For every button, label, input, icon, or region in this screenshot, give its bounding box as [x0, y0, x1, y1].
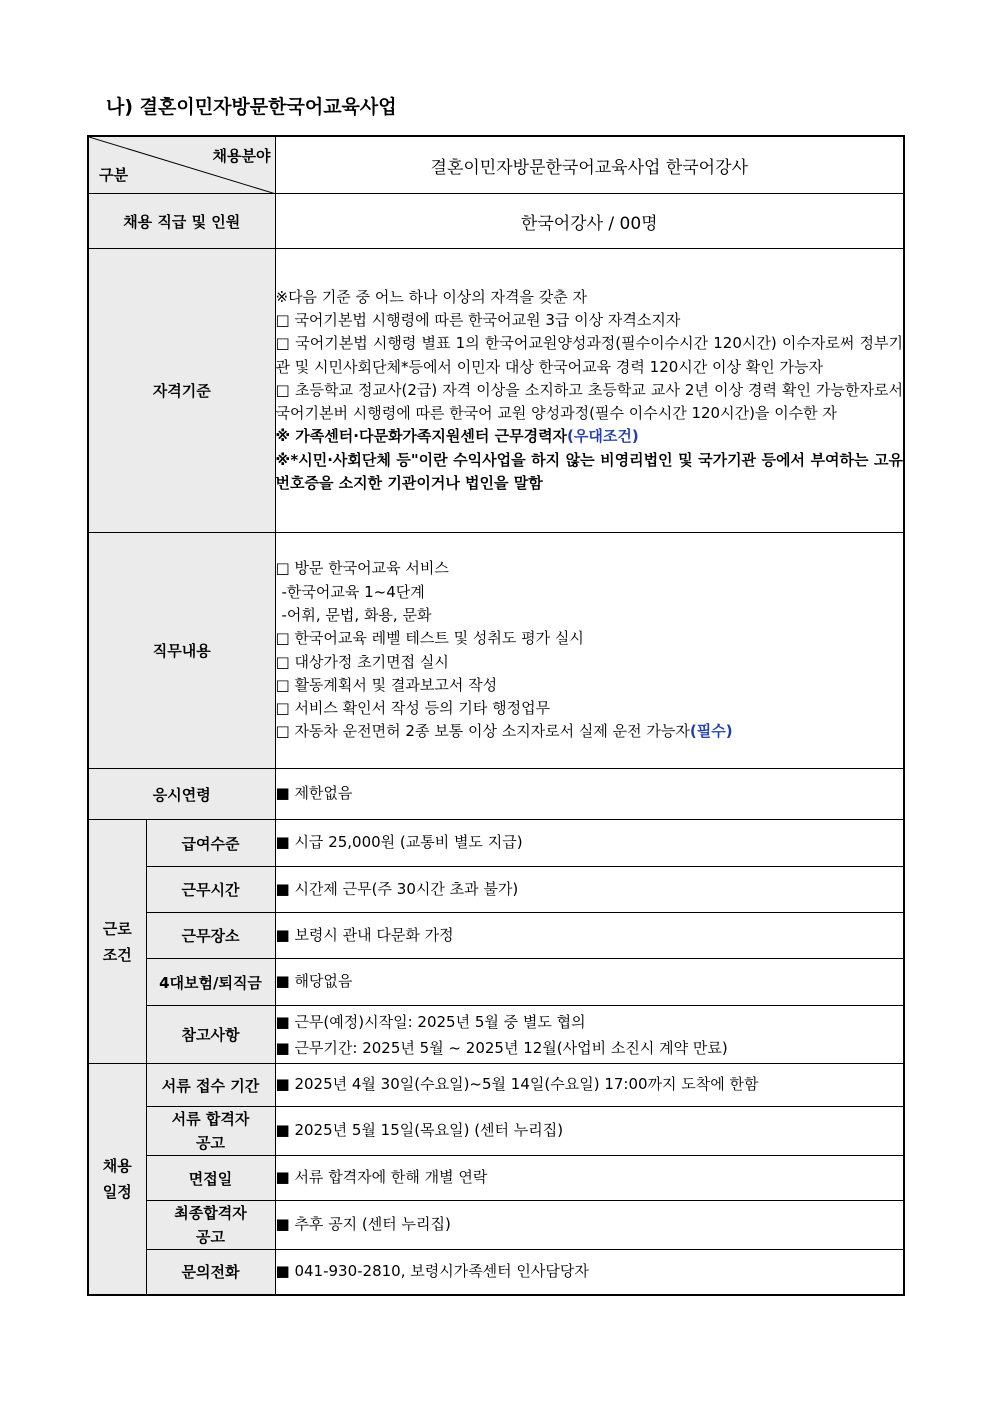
preference-tag: (우대조건) [567, 427, 639, 446]
application-value: ■ 2025년 4월 30일(수요일)~5월 14일(수요일) 17:00까지 도착에 한함 [275, 1064, 904, 1107]
schedule-label-line-1: 채용 [102, 1156, 132, 1175]
recruitment-table [87, 135, 905, 1296]
hours-label: 근무시간 [146, 867, 275, 913]
notes-row [88, 1006, 904, 1064]
pay-value: ■ 시급 25,000원 (교통비 별도 지급) [275, 820, 904, 867]
duty-line: □ 서비스 확인서 작성 등의 기타 행정업무 [275, 699, 551, 718]
place-row [88, 913, 904, 959]
position-label: 채용 직급 및 인원 [88, 194, 275, 249]
duty-line: -한국어교육 1~4단계 [281, 582, 425, 601]
doc-result-label-line-1: 서류 합격자 [171, 1110, 250, 1128]
doc-result-row [88, 1107, 904, 1156]
qualification-item-3: □ 초등학교 정교사(2급) 자격 이상을 소지하고 초등학교 교사 2년 이상 경력 확인 가능한자로서 국어기본버 시행령에 따른 한국어 교원 양성과정(필수 이수시간 120시간)을 이수한 자 [275, 380, 903, 423]
license-text: □ 자동차 운전면허 2종 보통 이상 소지자로서 실제 운전 가능자 [275, 722, 690, 741]
preference-text: ※ 가족센터·다문화가족지원센터 근무경력자 [275, 427, 568, 446]
hours-row [88, 867, 904, 913]
doc-result-value: ■ 2025년 5월 15일(목요일) (센터 누리집) [275, 1107, 904, 1156]
schedule-group-label [88, 1064, 146, 1295]
required-tag: (필수) [689, 722, 733, 741]
corner-header-cell [88, 136, 275, 194]
doc-result-label-line-2: 공고 [196, 1134, 225, 1152]
header-row [88, 136, 904, 194]
duty-line: □ 한국어교육 레벨 테스트 및 성취도 평가 실시 [275, 629, 584, 648]
interview-row [88, 1156, 904, 1201]
duties-row [88, 533, 904, 769]
application-label: 서류 접수 기간 [146, 1064, 275, 1107]
duty-line: □ 대상가정 초기면접 실시 [275, 652, 449, 671]
final-row [88, 1201, 904, 1250]
corner-top-label: 채용분야 [212, 147, 271, 165]
interview-value: ■ 서류 합격자에 한해 개별 연락 [275, 1156, 904, 1201]
age-value: ■ 제한없음 [275, 769, 904, 820]
doc-result-label [146, 1107, 275, 1156]
qualification-note: ※*시민·사회단체 등"이란 수익사업을 하지 않는 비영리법인 및 국가기관 등에서 부여하는 고유번호증을 소지한 기관이거나 법인을 말함 [275, 450, 903, 493]
application-row [88, 1064, 904, 1107]
duty-line-license [276, 720, 904, 743]
insurance-value: ■ 해당없음 [275, 959, 904, 1006]
final-value: ■ 추후 공지 (센터 누리집) [275, 1201, 904, 1250]
duty-line: -어휘, 문법, 화용, 문화 [281, 605, 432, 624]
duties-value [275, 533, 904, 769]
final-label [146, 1201, 275, 1250]
insurance-label: 4대보험/퇴직금 [146, 959, 275, 1006]
final-label-line-2: 공고 [196, 1228, 225, 1246]
qualification-value [275, 249, 904, 533]
qualification-preference [276, 425, 904, 448]
qualification-label: 자격기준 [88, 249, 275, 533]
contact-label: 문의전화 [146, 1250, 275, 1295]
insurance-row [88, 959, 904, 1006]
notes-value [275, 1006, 904, 1064]
pay-label: 급여수준 [146, 820, 275, 867]
qualification-item-2: □ 국어기본법 시행령 별표 1의 한국어교원양성과정(필수이수시간 120시간) 이수자로써 정부기관 및 시민사회단체*등에서 이민자 대상 한국어교육 경력 120시간 이상 확인 가능자 [275, 334, 903, 376]
position-value: 한국어강사 / 00명 [275, 194, 904, 249]
notes-line-1: ■ 근무(예정)시작일: 2025년 5월 중 별도 협의 [275, 1012, 586, 1031]
contact-row [88, 1250, 904, 1295]
notes-line-2: ■ 근무기간: 2025년 5월 ~ 2025년 12월(사업비 소진시 계약 만료) [275, 1038, 728, 1057]
corner-bottom-label: 구분 [99, 166, 128, 184]
contact-value: ■ 041-930-2810, 보령시가족센터 인사담당자 [275, 1250, 904, 1295]
place-label: 근무장소 [146, 913, 275, 959]
duty-line: □ 방문 한국어교육 서비스 [275, 559, 449, 578]
age-row [88, 769, 904, 820]
notes-label: 참고사항 [146, 1006, 275, 1064]
field-value: 결혼이민자방문한국어교육사업 한국어강사 [275, 136, 904, 194]
duties-label: 직무내용 [88, 533, 275, 769]
conditions-label-line-1: 근로 [102, 919, 132, 938]
position-row [88, 194, 904, 249]
age-label: 응시연령 [88, 769, 275, 820]
schedule-label-line-2: 일정 [102, 1182, 132, 1201]
qualification-row [88, 249, 904, 533]
conditions-label-line-2: 조건 [102, 945, 132, 964]
qualification-intro: ※다음 기준 중 어느 하나 이상의 자격을 갖춘 자 [275, 287, 588, 306]
final-label-line-1: 최종합격자 [174, 1204, 247, 1222]
qualification-item-1: □ 국어기본법 시행령에 따른 한국어교원 3급 이상 자격소지자 [275, 310, 681, 329]
hours-value: ■ 시간제 근무(주 30시간 초과 불가) [275, 867, 904, 913]
section-title: 나) 결혼이민자방문한국어교육사업 [106, 96, 397, 118]
pay-row [88, 820, 904, 867]
duty-line: □ 활동계획서 및 결과보고서 작성 [275, 675, 498, 694]
interview-label: 면접일 [146, 1156, 275, 1201]
place-value: ■ 보령시 관내 다문화 가정 [275, 913, 904, 959]
conditions-group-label [88, 820, 146, 1064]
